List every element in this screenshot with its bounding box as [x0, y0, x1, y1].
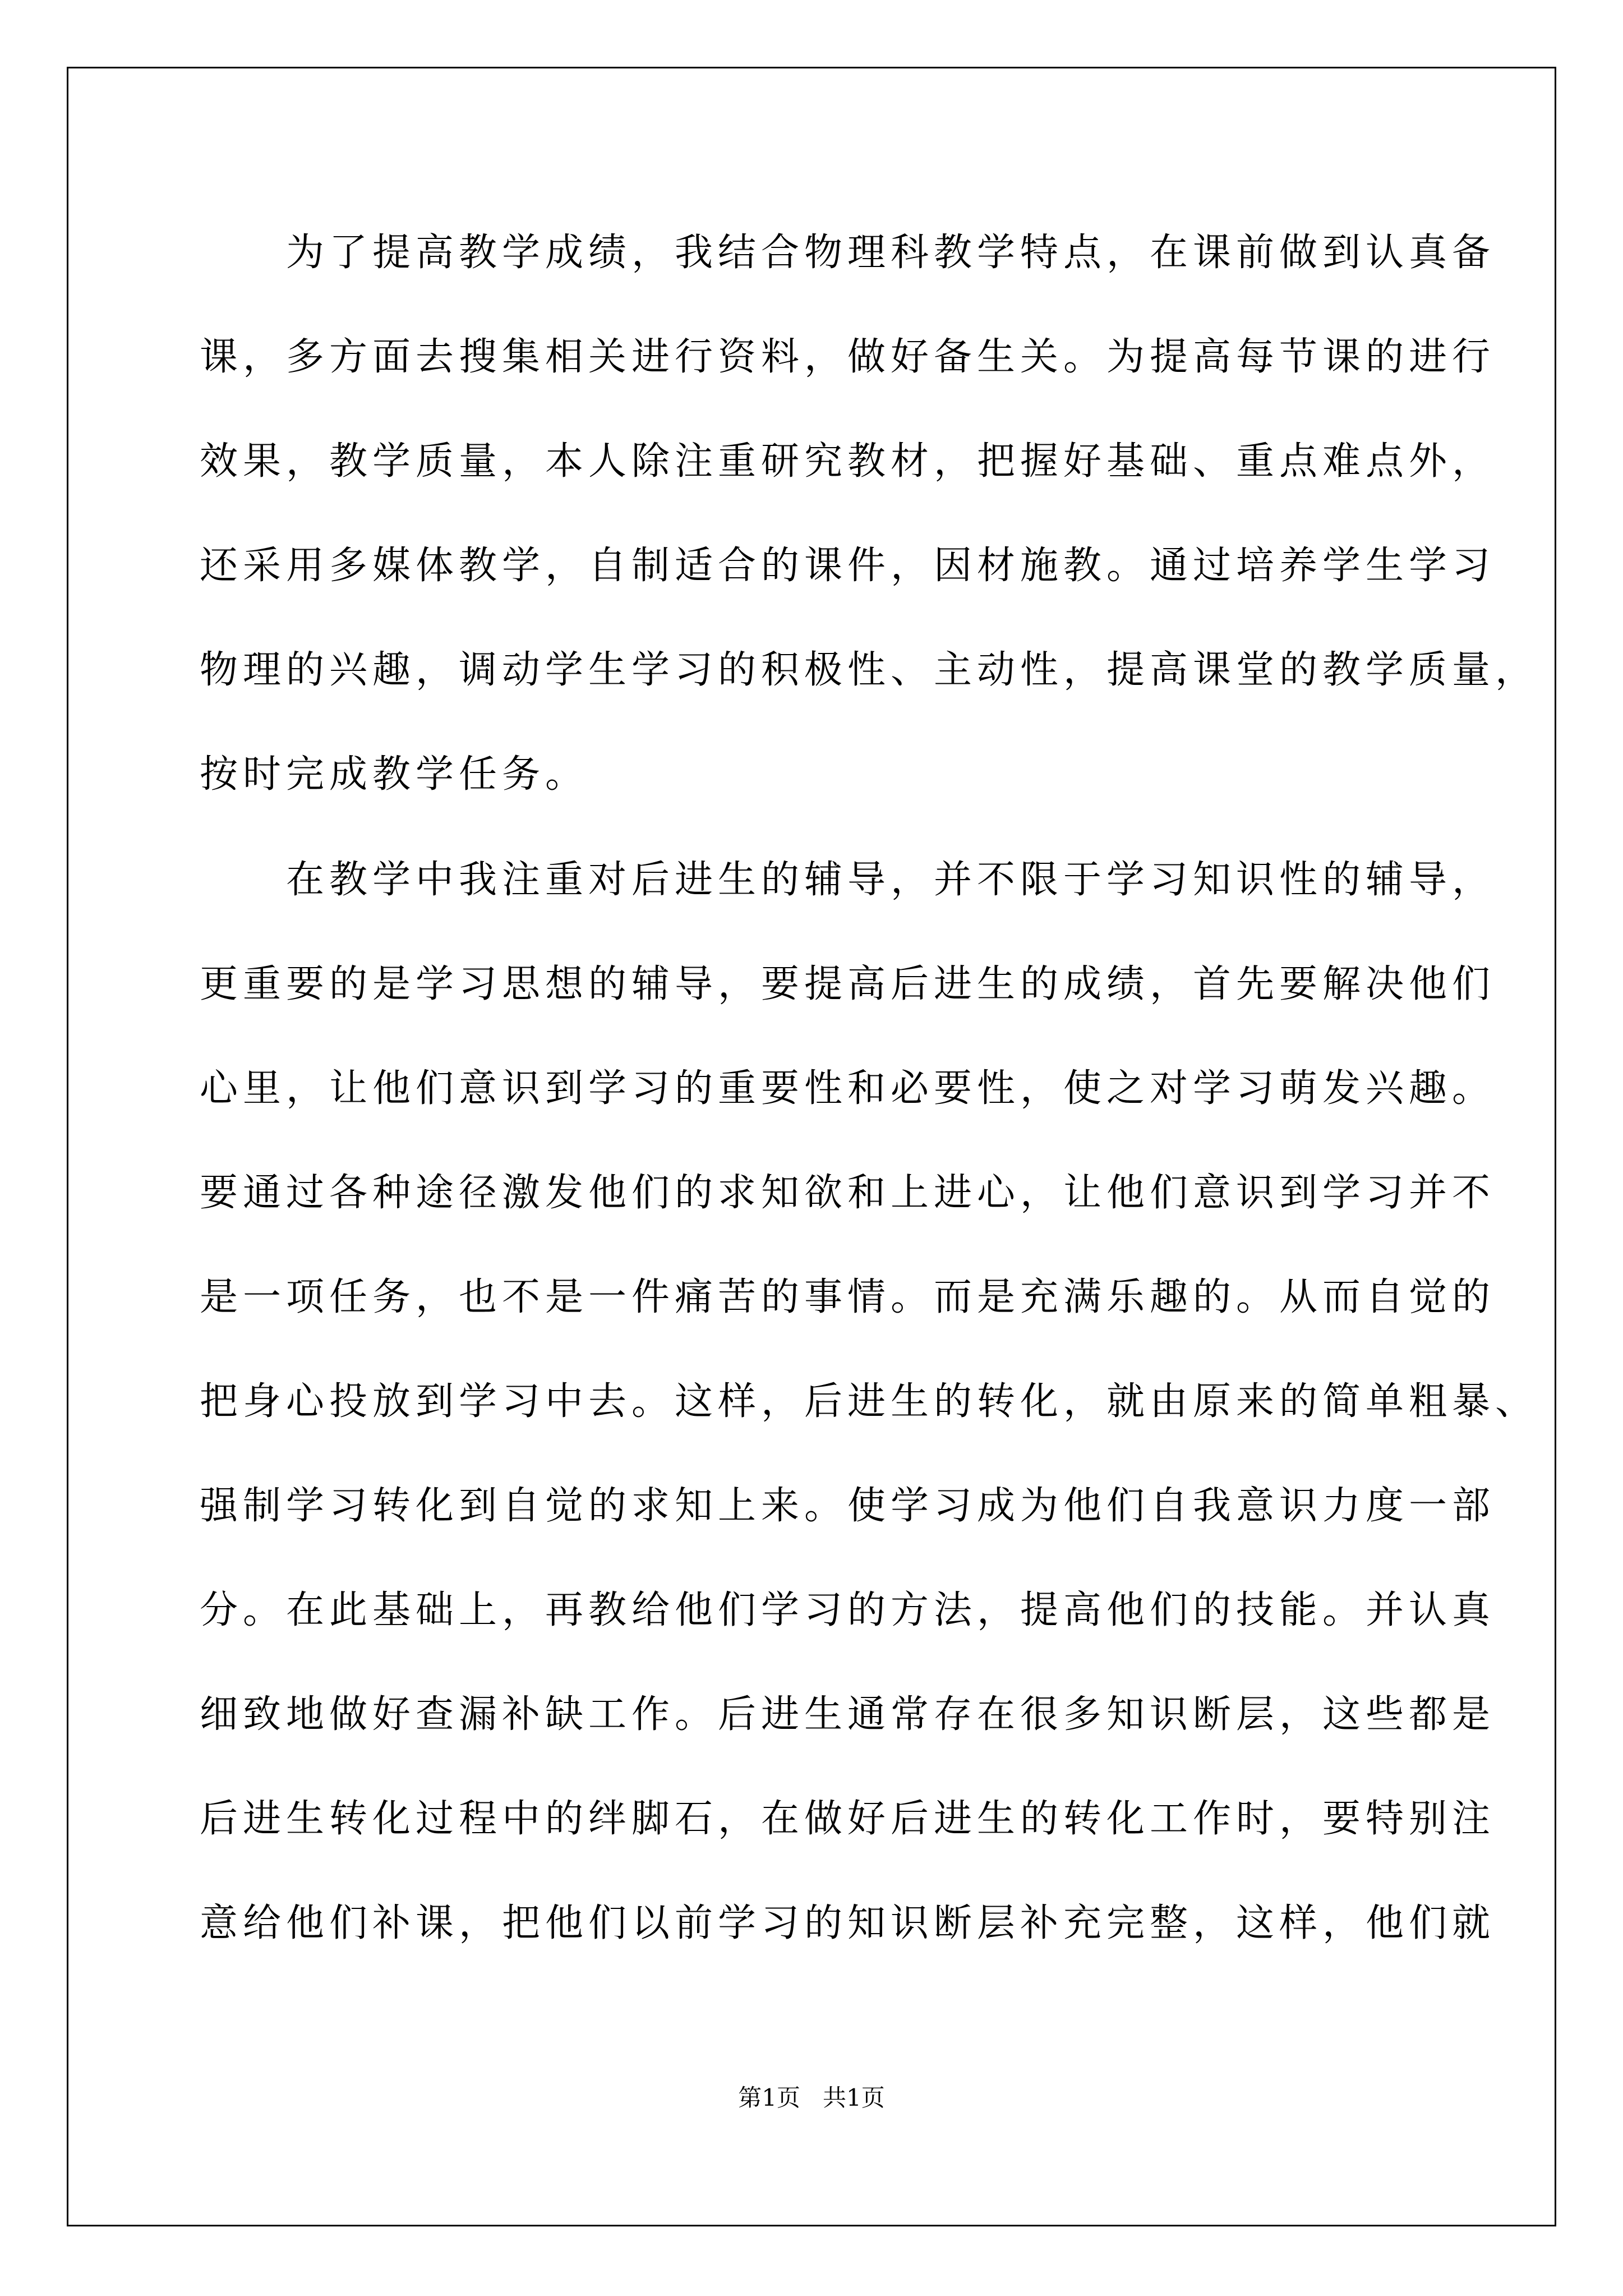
paragraph-line: 为了提高教学成绩，我结合物理科教学特点，在课前做到认真备	[286, 231, 1496, 275]
paragraph-2	[200, 828, 1538, 1976]
paragraph-line: 在教学中我注重对后进生的辅导，并不限于学习知识性的辅导，	[286, 858, 1496, 902]
paragraph-line: 效果，教学质量，本人除注重研究教材，把握好基础、重点难点外，	[200, 439, 1496, 484]
paragraph-1	[200, 201, 1538, 827]
page-footer: 第1页 共1页	[738, 2084, 885, 2111]
paragraph-line: 心里，让他们意识到学习的重要性和必要性，使之对学习萌发兴趣。	[200, 1066, 1496, 1111]
paragraph-line: 意给他们补课，把他们以前学习的知识断层补充完整，这样，他们就	[200, 1901, 1496, 1945]
paragraph-line: 强制学习转化到自觉的求知上来。使学习成为他们自我意识力度一部	[200, 1484, 1496, 1528]
paragraph-line: 要通过各种途径激发他们的求知欲和上进心，让他们意识到学习并不	[200, 1171, 1496, 1215]
paragraph-line: 是一项任务，也不是一件痛苦的事情。而是充满乐趣的。从而自觉的	[200, 1275, 1496, 1319]
paragraph-line: 课，多方面去搜集相关进行资料，做好备生关。为提高每节课的进行	[200, 335, 1496, 379]
paragraph-line: 物理的兴趣，调动学生学习的积极性、主动性，提高课堂的教学质量，	[200, 648, 1539, 692]
paragraph-line: 更重要的是学习思想的辅导，要提高后进生的成绩，首先要解决他们	[200, 962, 1496, 1006]
paragraph-line: 把身心投放到学习中去。这样，后进生的转化，就由原来的简单粗暴、	[200, 1379, 1539, 1424]
paragraph-line: 后进生转化过程中的绊脚石，在做好后进生的转化工作时，要特别注	[200, 1797, 1496, 1841]
paragraph-line: 还采用多媒体教学，自制适合的课件，因材施教。通过培养学生学习	[200, 544, 1496, 588]
paragraph-line: 细致地做好查漏补缺工作。后进生通常存在很多知识断层，这些都是	[200, 1692, 1496, 1737]
paragraph-line: 分。在此基础上，再教给他们学习的方法，提高他们的技能。并认真	[200, 1588, 1496, 1632]
paragraph-line: 按时完成教学任务。	[200, 752, 589, 797]
